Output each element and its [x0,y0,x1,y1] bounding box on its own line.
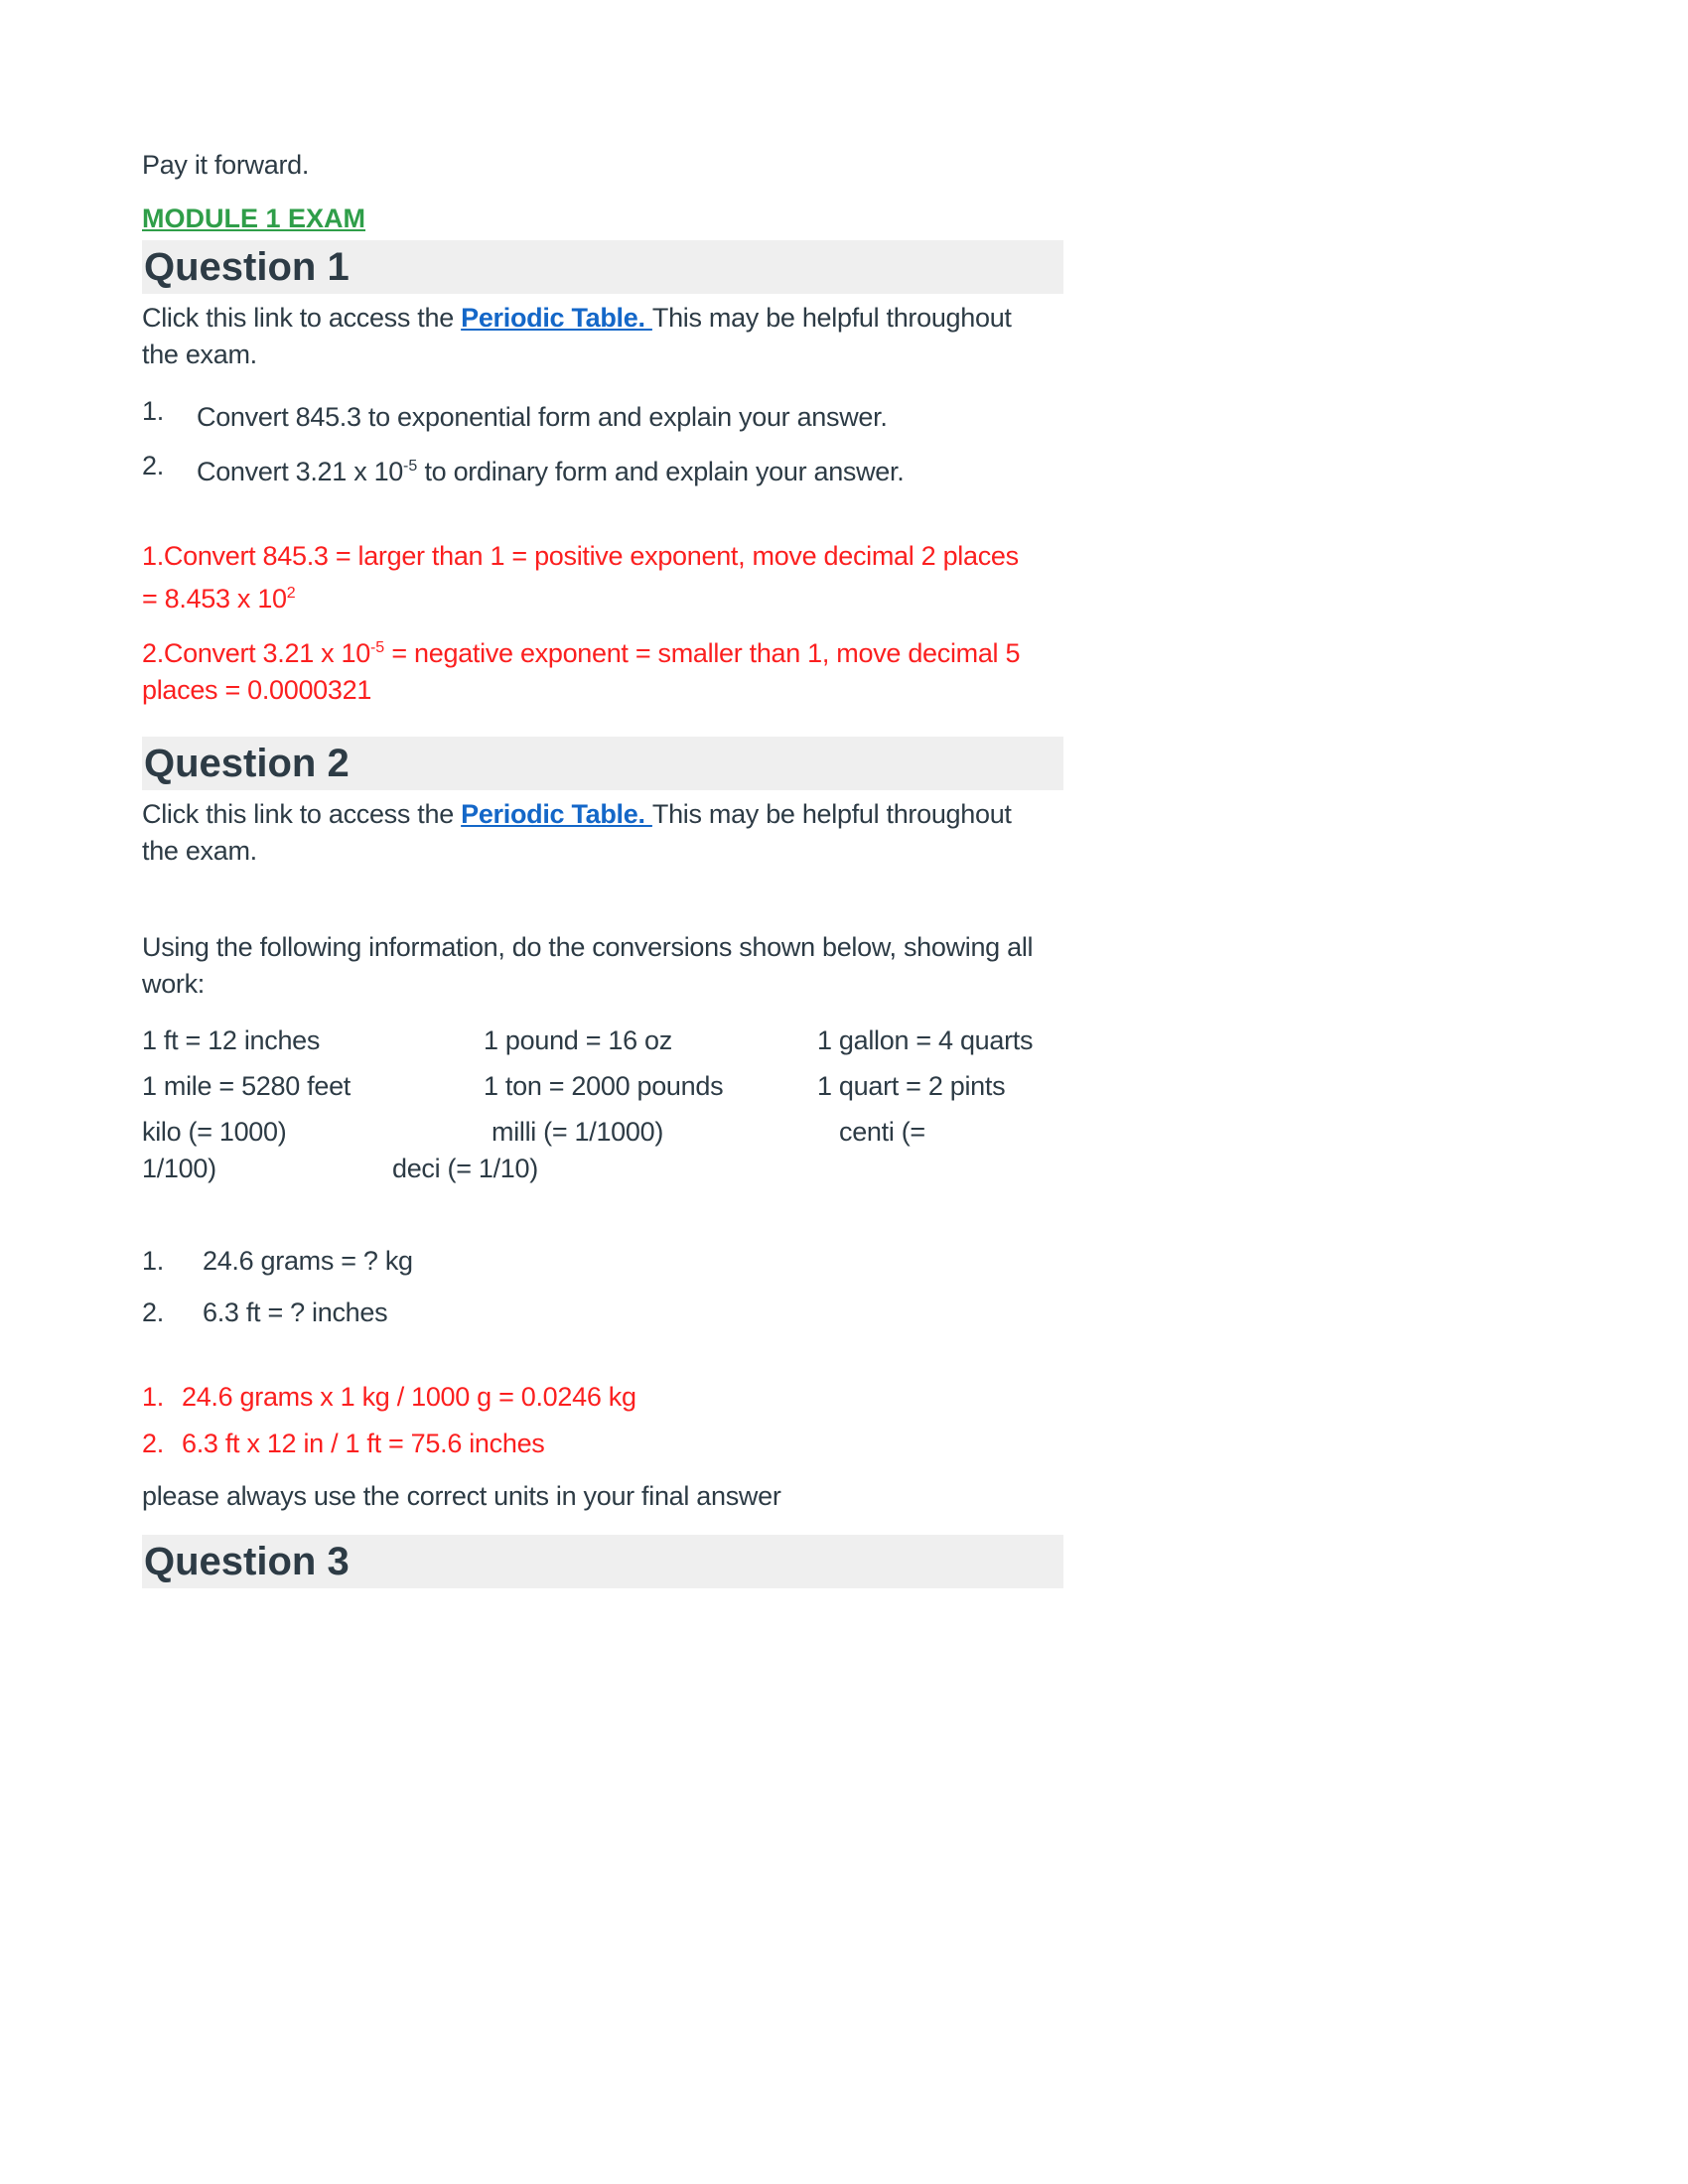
q1-task-2-text [197,448,904,490]
q1-intro-line-2: the exam. [142,340,257,369]
q2-intro-pre: Click this link to access the [142,799,462,829]
q1-task-2-exponent: -5 [403,458,418,475]
q2-intro-line-1 [142,796,1688,833]
q1-answer-1-result: = 8.453 x 10 [142,584,287,614]
q1-answer-1-line-2 [142,575,1688,617]
q2-intro-line-2: the exam. [142,836,257,866]
conversion-row-1 [142,1023,1063,1059]
q2-answer-1-text: 24.6 grams x 1 kg / 1000 g = 0.0246 kg [182,1382,636,1412]
conversion-cell: centi (= [839,1117,925,1147]
question-2-heading [142,737,1063,790]
units-note: please always use the correct units in your final answer [142,1481,781,1511]
list-number: 2. [142,451,164,480]
list-number: 2. [142,1429,164,1458]
conversion-cell: 1 gallon = 4 quarts [817,1025,1034,1055]
q1-intro-paragraph [142,300,1688,373]
question-1-heading [142,240,1063,294]
q1-answer-1-exponent: 2 [286,585,296,602]
list-number: 1. [142,1246,164,1276]
q2-intro-rest: This may be helpful throughout [651,799,1012,829]
conversion-cell: 1 ft = 12 inches [142,1025,321,1055]
conversion-cell: 1 ton = 2000 pounds [484,1071,724,1101]
conversion-row-3-wrap [142,1151,1063,1187]
q2-instructions-line-1: Using the following information, do the conversions shown below, showing all [142,932,1034,962]
periodic-table-link-q2[interactable]: Periodic Table. [461,799,652,829]
q2-instructions [142,929,1688,1003]
q1-task-list [142,393,1688,490]
q1-intro-pre: Click this link to access the [142,303,462,333]
list-number: 1. [142,396,164,426]
conversion-cell: kilo (= 1000) [142,1117,287,1147]
q1-task-1-text [197,393,888,436]
question-2-title: Question 2 [144,742,350,785]
conversion-row-3 [142,1114,1063,1151]
q1-answer-2-post: = negative exponent = smaller than 1, move decimal 5 [384,638,1021,668]
q1-answer-2-line-1 [142,629,1688,672]
periodic-table-link-q1[interactable]: Periodic Table. [461,303,652,333]
q1-answer-1-line-1: 1.Convert 845.3 = larger than 1 = positive exponent, move decimal 2 places [142,541,1019,571]
q1-task-1-pre: Convert 845.3 to exponential form and explain your answer. [197,402,888,432]
q2-answer-2 [142,1426,1688,1462]
conversion-reference-table [142,1023,1688,1187]
q1-task-2-pre: Convert 3.21 x 10 [197,457,404,486]
q2-problem-list [142,1243,1688,1331]
q2-answer-1 [142,1379,1688,1416]
q2-answer-list [142,1379,1688,1462]
q1-answer-2-exponent: -5 [369,639,385,656]
conversion-cell: milli (= 1/1000) [492,1117,664,1147]
conversion-cell: 1/100) [142,1154,216,1183]
q1-task-1 [142,393,1688,436]
q1-intro-line-1 [142,300,1688,337]
question-1-title: Question 1 [144,245,350,289]
conversion-cell: 1 mile = 5280 feet [142,1071,351,1101]
list-number: 1. [142,1382,164,1412]
q2-problem-1 [142,1243,1688,1280]
q1-answer-2-line-2: places = 0.0000321 [142,675,372,705]
module-1-exam-link[interactable]: MODULE 1 EXAM [142,204,366,233]
conversion-cell: 1 pound = 16 oz [484,1025,672,1055]
q1-task-2-post: to ordinary form and explain your answer. [417,457,905,486]
q2-problem-2-text: 6.3 ft = ? inches [203,1297,388,1327]
question-3-heading [142,1535,1063,1588]
top-note: Pay it forward. [142,150,310,180]
module-heading-row [142,204,1688,234]
q2-problem-1-text: 24.6 grams = ? kg [203,1246,413,1276]
list-number: 2. [142,1297,164,1327]
q2-instructions-line-2: work: [142,969,206,999]
q1-task-2 [142,448,1688,490]
question-3-title: Question 3 [144,1540,350,1583]
q1-answer-2-pre: 2.Convert 3.21 x 10 [142,638,370,668]
conversion-cell: deci (= 1/10) [392,1154,538,1183]
q2-problem-2 [142,1295,1688,1331]
q2-answer-2-text: 6.3 ft x 12 in / 1 ft = 75.6 inches [182,1429,545,1458]
q1-answer-1 [142,538,1688,617]
q2-intro-paragraph [142,796,1688,870]
conversion-cell: 1 quart = 2 pints [817,1071,1006,1101]
conversion-row-2 [142,1068,1063,1105]
q1-intro-rest: This may be helpful throughout [651,303,1012,333]
q1-answer-2 [142,629,1688,709]
